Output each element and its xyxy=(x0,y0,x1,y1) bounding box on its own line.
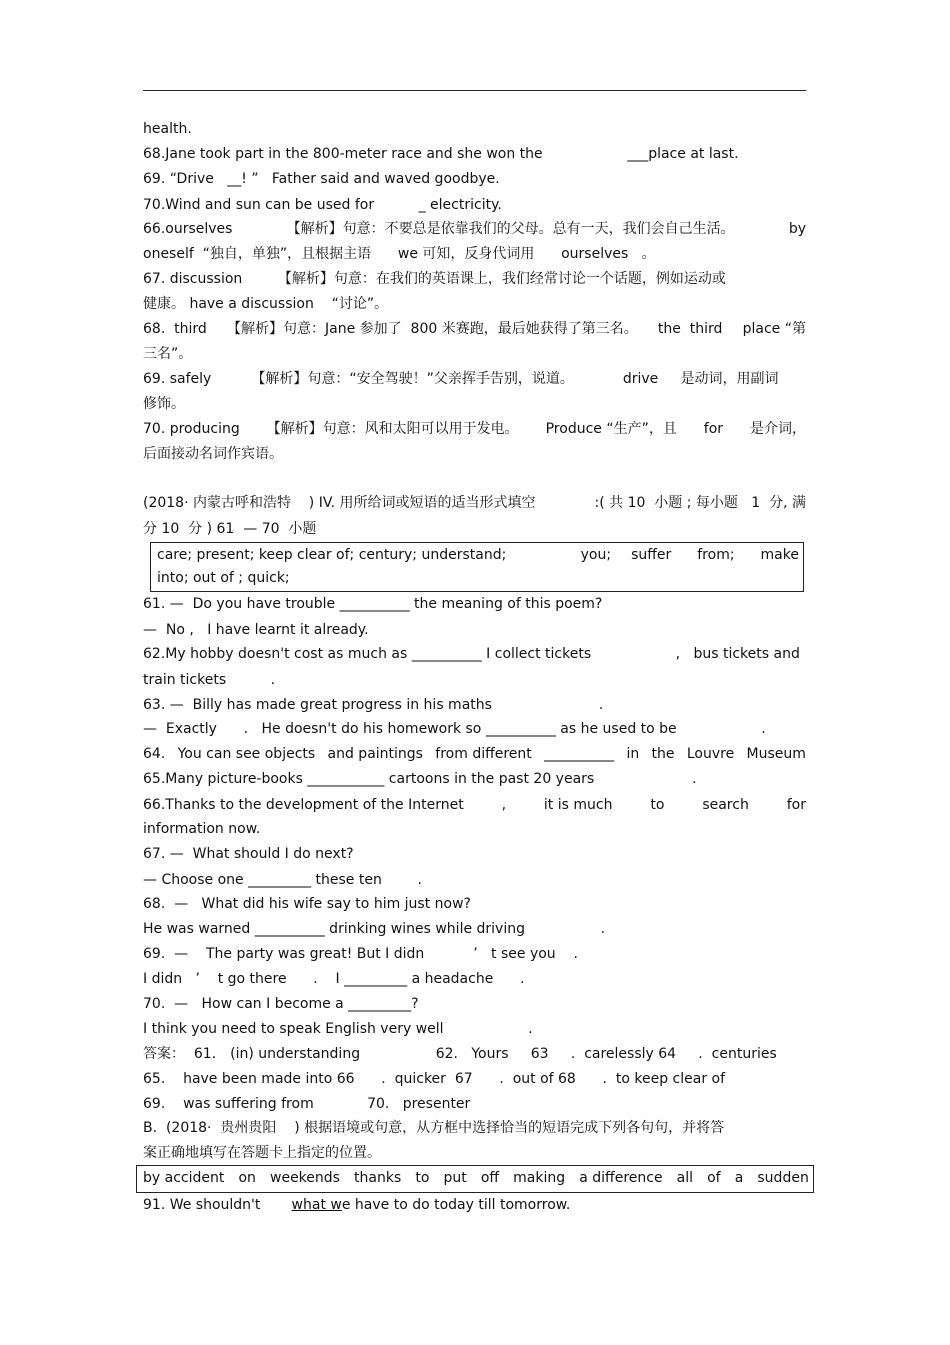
text-segment: 64. xyxy=(143,746,166,762)
phrase-bank-row xyxy=(143,1167,809,1189)
text-segment: weekends xyxy=(270,1170,340,1186)
text-line: 68. — What did his wife say to him just now? xyxy=(143,896,471,912)
answer-key-line: 69. was suffering from 70. presenter xyxy=(143,1096,471,1112)
text-segment: in xyxy=(626,746,640,762)
text-segment: 是介词， xyxy=(749,421,806,437)
word-bank-row xyxy=(157,567,799,589)
text-line: 70. — How can I become a _________? xyxy=(143,996,419,1012)
text-segment: , xyxy=(501,797,507,813)
text-line: health. xyxy=(143,121,192,137)
word-bank-row xyxy=(157,544,799,566)
text-segment: for xyxy=(786,797,806,813)
text-line: 68.Jane took part in the 800-meter race and she won the ___place at last. xyxy=(143,146,739,162)
text-segment: you; xyxy=(580,547,612,563)
text-segment: from different xyxy=(435,746,532,762)
text-line: — Choose one _________ these ten . xyxy=(143,872,422,888)
text-segment: a xyxy=(734,1170,744,1186)
text-line: 修饰。 xyxy=(143,396,185,412)
text-segment: to xyxy=(415,1170,430,1186)
text-segment: making xyxy=(513,1170,566,1186)
text-segment: :( 共 10 小题 ; 每小题 1 分, 满 xyxy=(594,495,806,511)
text-segment: put xyxy=(443,1170,467,1186)
text-segment: 【解析】句意：风和太阳可以用于发电。 xyxy=(266,421,519,437)
text-segment: the third xyxy=(657,321,723,337)
text-segment: on xyxy=(238,1170,256,1186)
text-line: — No , I have learnt it already. xyxy=(143,622,369,638)
text-segment: search xyxy=(702,797,749,813)
text-segment: of xyxy=(707,1170,721,1186)
text-segment: e have to do today till tomorrow. xyxy=(341,1197,571,1213)
text-segment: care; present; keep clear of; century; understand; xyxy=(157,547,507,563)
text-segment: 91. We shouldn't xyxy=(143,1197,292,1213)
text-segment: and paintings xyxy=(327,746,423,762)
text-line: 分 10 分 ) 61 — 70 小题 xyxy=(143,521,317,537)
text-segment: into; out of ; quick; xyxy=(157,570,290,586)
answer-line-68 xyxy=(143,318,806,340)
text-line: 三名”。 xyxy=(143,346,193,362)
text-line: I think you need to speak English very well . xyxy=(143,1021,533,1037)
text-segment: place “第 xyxy=(742,321,806,337)
text-segment: all xyxy=(676,1170,694,1186)
text-line: 61. — Do you have trouble __________ the meaning of this poem? xyxy=(143,596,603,612)
phrase-bank-box xyxy=(136,1165,814,1193)
text-line: — Exactly . He doesn't do his homework so __________ as he used to be . xyxy=(143,721,766,737)
text-segment: sudden xyxy=(757,1170,809,1186)
text-segment: for xyxy=(703,421,724,437)
answer-key-line: 65. have been made into 66 . quicker 67 . out of 68 . to keep clear of xyxy=(143,1071,726,1087)
text-segment: to xyxy=(650,797,665,813)
text-segment: by xyxy=(788,221,806,237)
text-segment: the xyxy=(651,746,675,762)
question-line-64 xyxy=(143,743,806,765)
question-line-66 xyxy=(143,794,806,816)
text-line: 67. — What should I do next? xyxy=(143,846,354,862)
text-segment: from; xyxy=(697,547,735,563)
text-segment: 66.Thanks to the development of the Internet xyxy=(143,797,464,813)
text-segment: Produce “生产”，且 xyxy=(545,421,677,437)
answer-line-70 xyxy=(143,418,806,440)
question-line-91 xyxy=(143,1194,806,1216)
text-segment: Museum xyxy=(746,746,806,762)
text-line: 63. — Billy has made great progress in his maths . xyxy=(143,697,604,713)
section-heading xyxy=(143,492,806,514)
header-rule xyxy=(143,90,806,91)
text-segment: a difference xyxy=(579,1170,663,1186)
word-bank-box xyxy=(150,542,804,592)
text-segment: thanks xyxy=(354,1170,402,1186)
text-line: 67. discussion 【解析】句意：在我们的英语课上，我们经常讨论一个话题，例如运动或 xyxy=(143,271,726,287)
text-line: 健康。 have a discussion “讨论”。 xyxy=(143,296,389,312)
text-segment: You can see objects xyxy=(177,746,316,762)
text-line: 69. — The party was great! But I didn ’ t see you . xyxy=(143,946,578,962)
text-segment: by accident xyxy=(143,1170,225,1186)
text-segment: 68. third xyxy=(143,321,207,337)
text-line: 70.Wind and sun can be used for _ electricity. xyxy=(143,197,502,213)
text-line: He was warned __________ drinking wines while driving . xyxy=(143,921,606,937)
text-segment: off xyxy=(480,1170,500,1186)
text-segment: 66.ourselves xyxy=(143,221,233,237)
text-line: information now. xyxy=(143,821,261,837)
text-segment: __________ xyxy=(544,746,615,762)
text-segment: 70. producing xyxy=(143,421,240,437)
section-heading: B. (2018· 贵州贵阳 ) 根据语境或句意，从方框中选择恰当的短语完成下列各句句，并将答 xyxy=(143,1120,725,1136)
text-line: train tickets . xyxy=(143,672,276,688)
text-segment: 【解析】句意：不要总是依靠我们的父母。总有一天，我们会自己生活。 xyxy=(286,221,735,237)
text-segment: make xyxy=(760,547,799,563)
underlined-answer: what w xyxy=(291,1197,342,1213)
answer-line-66 xyxy=(143,218,806,240)
text-line: 62.My hobby doesn't cost as much as __________ I collect tickets , bus tickets and xyxy=(143,646,800,662)
text-segment: 【解析】句意：Jane 参加了 800 米赛跑，最后她获得了第三名。 xyxy=(227,321,638,337)
text-line: I didn ’ t go there . I _________ a headache . xyxy=(143,971,525,987)
text-line: 案正确地填写在答题卡上指定的位置。 xyxy=(143,1145,381,1161)
text-line: 65.Many picture-books ___________ cartoons in the past 20 years . xyxy=(143,771,697,787)
text-segment: (2018· 内蒙古呼和浩特 ) IV. 用所给词或短语的适当形式填空 xyxy=(143,495,536,511)
text-line: 后面接动名词作宾语。 xyxy=(143,446,283,462)
text-segment: suffer xyxy=(631,547,672,563)
text-line: 69. “Drive __! ” Father said and waved goodbye. xyxy=(143,171,500,187)
text-line: 69. safely 【解析】句意：“安全驾驶！”父亲挥手告别，说道。 drive 是动词，用副词 xyxy=(143,371,779,387)
text-segment: it is much xyxy=(543,797,613,813)
answer-key-line: 答案： 61． (in) understanding 62. Yours 63 . carelessly 64 . centuries xyxy=(143,1046,777,1062)
text-segment: Louvre xyxy=(686,746,735,762)
text-line: oneself “独自，单独”，且根据主语 we 可知，反身代词用 ourselves 。 xyxy=(143,246,656,262)
